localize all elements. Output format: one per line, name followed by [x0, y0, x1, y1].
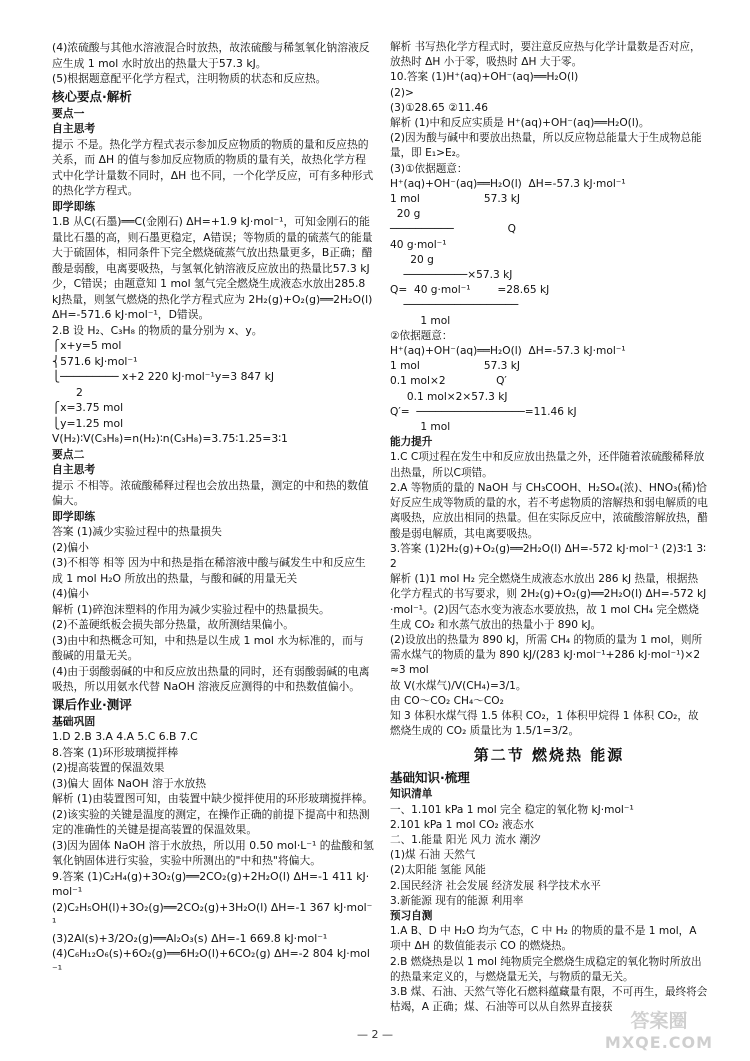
paragraph: (2)该实验的关键是温度的测定，在操作正确的前提下提高中和热测定的准确性的关键是提高装置的保温效果。	[52, 807, 370, 836]
paragraph: (2)因为酸与碱中和要放出热量，所以反应物总能量大于生成物总能量，即 E₁>E₂。	[390, 132, 702, 160]
paragraph: 3.B 煤、石油、天然气等化石燃料蕴藏量有限，不可再生，最终将会枯竭，A 正确；煤、石油等可以从自然界直接获	[390, 985, 708, 1014]
paragraph: (4)C₆H₁₂O₆(s)+6O₂(g)══6H₂O(l)+6CO₂(g) ΔH=-2 804 kJ·mol⁻¹	[52, 947, 370, 976]
paragraph: (2)设放出的热量为 890 kJ，所需 CH₄ 的物质的量为 1 mol，则所需水煤气的物质的量为 890 kJ/(283 kJ·mol⁻¹+286 kJ·mol⁻¹)×2≈3 mol	[390, 633, 703, 677]
paragraph: (3)①依据题意：	[390, 162, 468, 175]
section-heading: 核心要点·解析	[52, 88, 132, 104]
right-column	[390, 40, 708, 1015]
paragraph: 由 CO～CO₂ CH₄～CO₂	[390, 694, 504, 707]
paragraph: 1.B 从C(石墨)══C(金刚石) ΔH=+1.9 kJ·mol⁻¹，可知金刚石的能量比石墨的高，则石墨更稳定，A错误；等物质的量的硫蒸气的能量大于硫固体，相同条件下完全燃烧硫蒸气放出热量更多，B正确；醋酸是弱酸，电离要吸热，与氢氧化钠溶液反应放出的热量比57.3 kJ少，C错误；由题意知 1 mol 氢气完全燃烧生成液态水放出285.8 kJ热量，则氢气燃烧的热化学方程式应为 2H₂(g)+O₂(g)══2H₂O(l) ΔH=-571.6 kJ·mol⁻¹，D错误。	[52, 215, 376, 321]
paragraph: 解析 书写热化学方程式时，要注意反应热与化学计量数是否对应，放热时 ΔH 小于零，吸热时 ΔH 大于零。	[390, 41, 701, 69]
section-heading: 基础知识·梳理	[390, 770, 470, 786]
paragraph: H⁺(aq)+OH⁻(aq)══H₂O(l) ΔH=-57.3 kJ·mol⁻¹ 1 mol 57.3 kJ 0.1 mol×2 Q′ 0.1 mol×2×57.3 kJ Q′= ─────────────────=11.46 kJ 1 mol	[390, 345, 626, 434]
paragraph: 答案 (1)减少实验过程中的热量损失	[52, 525, 222, 538]
paragraph: (3)偏大 固体 NaOH 溶于水放热	[52, 776, 207, 790]
paragraph: (2)太阳能 氢能 风能	[390, 864, 486, 877]
paragraph: (3)由中和热概念可知，中和热是以生成 1 mol 水为标准的，而与酸碱的用量无关。	[52, 633, 364, 662]
paragraph: (4)由于弱酸弱碱的中和反应放出热量的同时，还有弱酸弱碱的电离吸热，所以用氨水代替 NaOH 溶液反应测得的中和热数值偏小。	[52, 664, 370, 693]
paragraph: 一、1.101 kPa 1 mol 完全 稳定的氧化物 kJ·mol⁻¹	[390, 803, 634, 816]
subheading: 要点二	[52, 447, 85, 461]
paragraph: (3)因为固体 NaOH 溶于水放热，所以用 0.50 mol·L⁻¹ 的盐酸和氢氧化钠固体进行实验，实验中所测出的"中和热"将偏大。	[52, 838, 374, 867]
subheading: 自主思考	[52, 122, 96, 135]
paragraph: V(H₂)∶V(C₃H₈)=n(H₂)∶n(C₃H₈)=3.75∶1.25=3∶1	[52, 432, 288, 445]
paragraph: (5)根据题意配平化学方程式，注明物质的状态和反应热。	[52, 72, 327, 85]
paragraph: 解析 (1)碎泡沫塑料的作用为减少实验过程中的热量损失。	[52, 602, 330, 616]
paragraph: (2)C₂H₅OH(l)+3O₂(g)══2CO₂(g)+3H₂O(l) ΔH=-1 367 kJ·mol⁻¹	[52, 900, 373, 929]
paragraph: 1.C C项过程在发生中和反应放出热量之外，还伴随着浓硫酸稀释放出热量，所以C项错。	[390, 451, 705, 479]
section-heading: 课后作业·测评	[52, 696, 132, 712]
paragraph: 提示 不相等。浓硫酸稀释过程也会放出热量，测定的中和热的数值偏大。	[52, 478, 369, 507]
paragraph: ②依据题意：	[390, 329, 453, 342]
paragraph: (4)偏小	[52, 587, 89, 600]
paragraph: 提示 不是。热化学方程式表示参加反应物质的物质的量和反应热的关系，而 ΔH 的值与参加反应物质的物质的量有关，故热化学方程式中化学计量数不同时，ΔH 也不同，一个化学反应，可有多种形式的热化学方程式。	[52, 137, 374, 197]
paragraph: (2)偏小	[52, 540, 89, 554]
paragraph: (3)2Al(s)+3/2O₂(g)══Al₂O₃(s) ΔH=-1 669.8 kJ·mol⁻¹	[52, 931, 328, 945]
paragraph: 2.国民经济 社会发展 经济发展 科学技术水平	[390, 879, 601, 892]
watermark-logo	[575, 1010, 743, 1056]
paragraph: 知 3 体积水煤气得 1.5 体积 CO₂，1 体积甲烷得 1 体积 CO₂，故燃烧生成的 CO₂ 质量比为 1.5/1=3/2。	[390, 709, 699, 738]
paragraph: 2.101 kPa 1 mol CO₂ 液态水	[390, 818, 534, 831]
watermark-url: MXQE.COM	[604, 1033, 714, 1052]
subheading: 基础巩固	[52, 714, 96, 728]
paragraph: 二、1.能量 阳光 风力 流水 潮汐	[390, 833, 541, 846]
chapter-title: 第二节 燃烧热 能源	[473, 746, 625, 765]
paragraph: (3)不相等 相等 因为中和热是指在稀溶液中酸与碱发生中和反应生成 1 mol H₂O 所放出的热量，与酸和碱的用量无关	[52, 556, 366, 585]
subheading: 能力提升	[390, 436, 433, 449]
paragraph: (2)提高装置的保温效果	[52, 761, 165, 774]
paragraph: 9.答案 (1)C₂H₄(g)+3O₂(g)══2CO₂(g)+2H₂O(l) ΔH=-1 411 kJ·mol⁻¹	[52, 869, 370, 898]
left-column	[52, 40, 374, 977]
paragraph: (2)>	[390, 86, 414, 99]
page-number: — 2 —	[357, 1028, 393, 1041]
paragraph: H⁺(aq)+OH⁻(aq)══H₂O(l) ΔH=-57.3 kJ·mol⁻¹ 1 mol 57.3 kJ 20 g ────────── Q 40 g·mol⁻¹ 20 g ──────────×57.3 kJ Q= 40 g·mol⁻¹ =28.65 kJ ────────────────── 1 mol	[390, 177, 626, 327]
paragraph: 2.A 等物质的量的 NaOH 与 CH₃COOH、H₂SO₄(浓)、HNO₃(稀)恰好反应生成等物质的量的水，若不考虑物质的溶解热和弱电解质的电离吸热，应放出相同的热量。但在实际反应中，浓硫酸溶解放热，醋酸是弱电解质，其电离要吸热。	[390, 481, 708, 540]
paragraph: 10.答案 (1)H⁺(aq)+OH⁻(aq)══H₂O(l)	[390, 71, 579, 84]
paragraph: (4)浓硫酸与其他水溶液混合时放热，故浓硫酸与稀氢氧化钠溶液反应生成 1 mol 水时放出的热量大于57.3 kJ。	[52, 41, 370, 70]
paragraph: 解析 (1)由装置图可知，由装置中缺少搅拌使用的环形玻璃搅拌棒。	[52, 792, 374, 805]
paragraph: 1.A B、D 中 H₂O 均为气态，C 中 H₂ 的物质的量不是 1 mol，A 项中 ΔH 的数值能表示 CO 的燃烧热。	[390, 925, 700, 953]
paragraph: 解析 (1)中和反应实质是 H⁺(aq)+OH⁻(aq)══H₂O(l)。	[390, 117, 650, 130]
subheading: 预习自测	[390, 909, 433, 922]
paragraph: 2.B 燃烧热是以 1 mol 纯物质完全燃烧生成稳定的氧化物时所放出的热量来定义的，与燃烧量无关，与物质的量无关。	[390, 955, 702, 983]
paragraph: 3.答案 (1)2H₂(g)+O₂(g)══2H₂O(l) ΔH=-572 kJ·mol⁻¹ (2)3∶1 3∶2	[390, 542, 706, 570]
paragraph: 1.D 2.B 3.A 4.A 5.C 6.B 7.C	[52, 730, 198, 743]
paragraph: (1)煤 石油 天然气	[390, 849, 476, 862]
paragraph: ⎧x+y=5 mol ⎨571.6 kJ·mol⁻¹ ⎩───────── x+2 220 kJ·mol⁻¹y=3 847 kJ 2 ⎧x=3.75 mol ⎩y=1.25 mol	[52, 339, 275, 430]
paragraph: 2.B 设 H₂、C₃H₈ 的物质的量分别为 x、y。	[52, 323, 263, 337]
paragraph: (3)①28.65 ②11.46	[390, 101, 489, 114]
watermark-text: 答案圈	[630, 1010, 688, 1032]
paragraph: 8.答案 (1)环形玻璃搅拌棒	[52, 745, 179, 759]
subheading: 自主思考	[52, 463, 96, 476]
subheading: 即学即练	[52, 199, 96, 213]
subheading: 知识清单	[390, 788, 433, 801]
subheading: 要点一	[52, 106, 85, 120]
paragraph: (2)不盖硬纸板会损失部分热量，故所测结果偏小。	[52, 618, 295, 631]
subheading: 即学即练	[52, 509, 96, 523]
paragraph: 3.新能源 现有的能源 利用率	[390, 894, 524, 907]
paragraph: 解析 (1)1 mol H₂ 完全燃烧生成液态水放出 286 kJ 热量，根据热化学方程式的书写要求，则 2H₂(g)+O₂(g)══2H₂O(l) ΔH=-572 kJ·mol⁻¹。(2)因气态水变为液态水要放热，故 1 mol CH₄ 完全燃烧生成 CO₂ 和水蒸气放出的热量小于 890 kJ。	[390, 573, 707, 631]
paragraph: 故 V(水煤气)/V(CH₄)=3/1。	[390, 679, 527, 692]
